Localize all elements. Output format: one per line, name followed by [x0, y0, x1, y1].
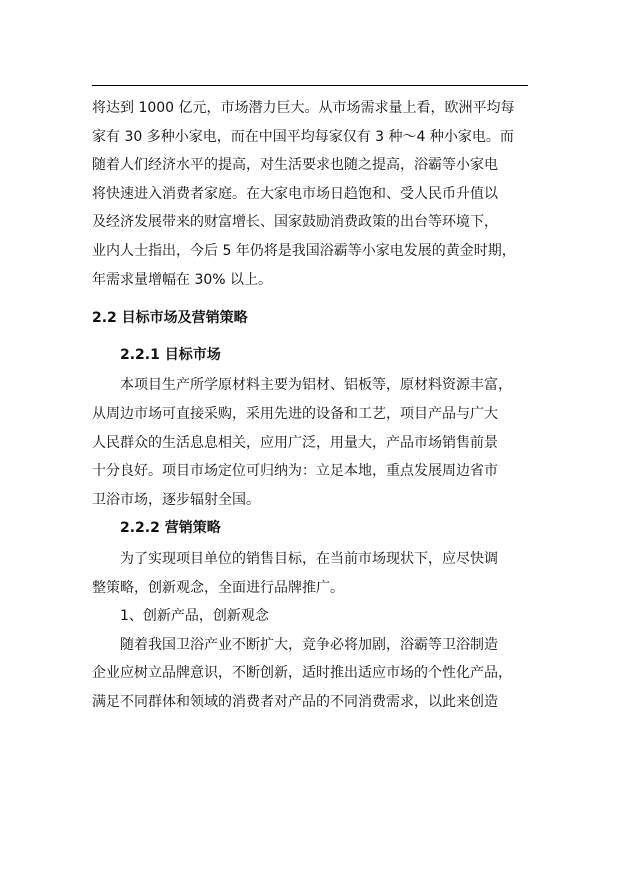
paragraph-line: 企业应树立品牌意识，不断创新，适时推出适应市场的个性化产品，: [92, 665, 512, 682]
paragraph-line: 为了实现项目单位的销售目标，在当前市场现状下，应尽快调: [120, 550, 498, 567]
subsection-heading-target-market: 2.2.1 目标市场: [120, 346, 221, 363]
paragraph-line: 十分良好。项目市场定位可归纳为：立足本地，重点发展周边省市: [92, 463, 498, 480]
paragraph-line: 人民群众的生活息息相关，应用广泛，用量大，产品市场销售前景: [92, 434, 498, 451]
paragraph-line: 随着我国卫浴产业不断扩大，竞争必将加剧，浴霸等卫浴制造: [120, 636, 498, 653]
paragraph-line: 业内人士指出，今后 5 年仍将是我国浴霸等小家电发展的黄金时期，: [92, 242, 516, 259]
paragraph-line: 将快速进入消费者家庭。在大家电市场日趋饱和、受人民币升值以: [92, 185, 498, 202]
paragraph-line: 年需求量增幅在 30% 以上。: [92, 271, 273, 288]
paragraph-line: 及经济发展带来的财富增长、国家鼓励消费政策的出台等环境下，: [92, 214, 498, 231]
document-body: [92, 94, 528, 716]
paragraph-line: 整策略，创新观念，全面进行品牌推广。: [92, 579, 344, 596]
paragraph-line: 随着人们经济水平的提高，对生活要求也随之提高，浴霸等小家电: [92, 157, 498, 174]
paragraph-line: 家有 30 多种小家电，而在中国平均每家仅有 3 种～4 种小家电。而: [92, 128, 514, 145]
paragraph-market-potential: [92, 94, 528, 294]
paragraph-marketing-strategy: [92, 545, 528, 602]
paragraph-line: 将达到 1000 亿元，市场潜力巨大。从市场需求量上看，欧洲平均每: [92, 100, 515, 116]
section-heading: 2.2 目标市场及营销策略: [92, 310, 248, 327]
paragraph-target-market: [92, 371, 528, 514]
subsection-heading-marketing-strategy: 2.2.2 营销策略: [120, 520, 221, 537]
paragraph-line: 满足不同群体和领域的消费者对产品的不同消费需求，以此来创造: [92, 693, 498, 710]
paragraph-innovation: [92, 631, 528, 717]
paragraph-line: 从周边市场可直接采购，采用先进的设备和工艺，项目产品与广大: [92, 405, 498, 422]
paragraph-line: 本项目生产所学原材料主要为铝材、铝板等，原材料资源丰富，: [120, 377, 512, 394]
list-item-heading: 1、创新产品，创新观念: [120, 608, 269, 625]
paragraph-line: 卫浴市场，逐步辐射全国。: [92, 491, 260, 508]
header-rule: [92, 85, 528, 86]
